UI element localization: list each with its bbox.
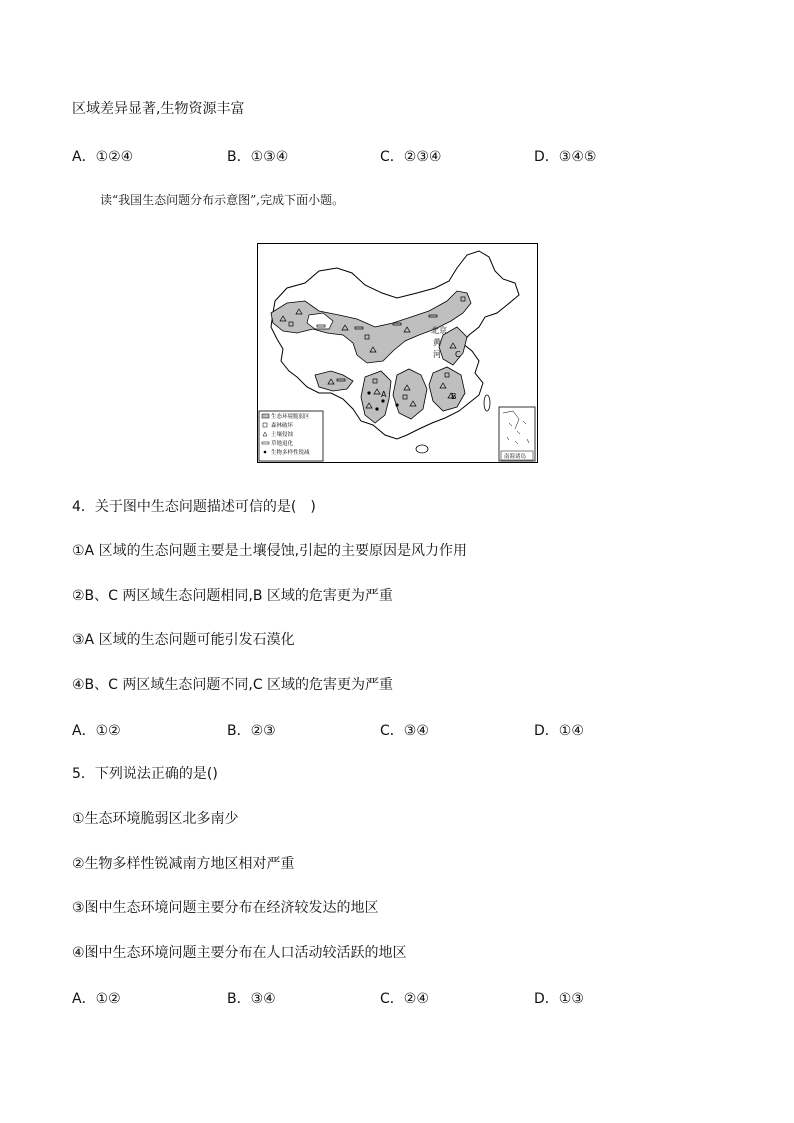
label-b: B: [451, 392, 457, 401]
q4-options: [72, 720, 712, 738]
label-he: 河: [433, 350, 441, 359]
label-a: A: [381, 390, 387, 399]
ecology-problem-map: [257, 243, 538, 463]
legend-fragile: 生态环境脆弱区: [271, 414, 310, 420]
q3-option-a[interactable]: A．①②④: [72, 149, 134, 165]
q4-option-b[interactable]: B．②③: [227, 723, 276, 739]
q5-option-c[interactable]: C．②④: [380, 991, 429, 1007]
q3-option-d[interactable]: D．③④⑤: [534, 149, 597, 165]
q5-statement-3: ③图中生态环境问题主要分布在经济较发达的地区: [72, 900, 379, 916]
label-c: C: [455, 350, 461, 359]
q4-stem: 4．关于图中生态问题描述可信的是( ): [72, 499, 316, 515]
legend-grass: 草地退化: [271, 441, 294, 447]
q3-option-b[interactable]: B．①③④: [227, 149, 289, 165]
q5-option-a[interactable]: A．①②: [72, 991, 121, 1007]
q4-statement-4: ④B、C 两区域生态问题不同,C 区域的危害更为严重: [72, 677, 394, 693]
legend-biodiversity: 生物多样性锐减: [271, 450, 310, 456]
top-text-line: 区域差异显著,生物资源丰富: [72, 101, 245, 117]
q5-option-d[interactable]: D．①③: [534, 991, 584, 1007]
legend-soil: 土壤侵蚀: [271, 432, 294, 438]
q5-option-b[interactable]: B．③④: [227, 991, 276, 1007]
q4-statement-3: ③A 区域的生态问题可能引发石漠化: [72, 632, 295, 648]
q4-option-a[interactable]: A．①②: [72, 723, 121, 739]
q3-options: [72, 146, 712, 164]
inset-label: 南海诸岛: [504, 454, 527, 460]
q4-option-c[interactable]: C．③④: [380, 723, 429, 739]
q3-option-c[interactable]: C．②③④: [380, 149, 442, 165]
map-legend: [259, 411, 323, 461]
label-beijing: 北京: [431, 326, 447, 335]
q5-stem: 5．下列说法正确的是(): [72, 766, 218, 782]
q5-statement-2: ②生物多样性锐减南方地区相对严重: [72, 856, 295, 872]
q5-statement-1: ①生态环境脆弱区北多南少: [72, 811, 239, 827]
q5-options: [72, 988, 712, 1006]
legend-forest: 森林破坏: [271, 423, 294, 429]
south-sea-inset: [499, 407, 535, 461]
label-huang: 黄: [433, 338, 441, 347]
q4-statement-1: ①A 区域的生态问题主要是土壤侵蚀,引起的主要原因是风力作用: [72, 543, 468, 559]
q4-statement-2: ②B、C 两区域生态问题相同,B 区域的危害更为严重: [72, 588, 393, 604]
q4-option-d[interactable]: D．①④: [534, 723, 584, 739]
q5-statement-4: ④图中生态环境问题主要分布在人口活动较活跃的地区: [72, 945, 407, 961]
map-intro-text: 读“我国生态问题分布示意图”,完成下面小题。: [100, 193, 345, 207]
